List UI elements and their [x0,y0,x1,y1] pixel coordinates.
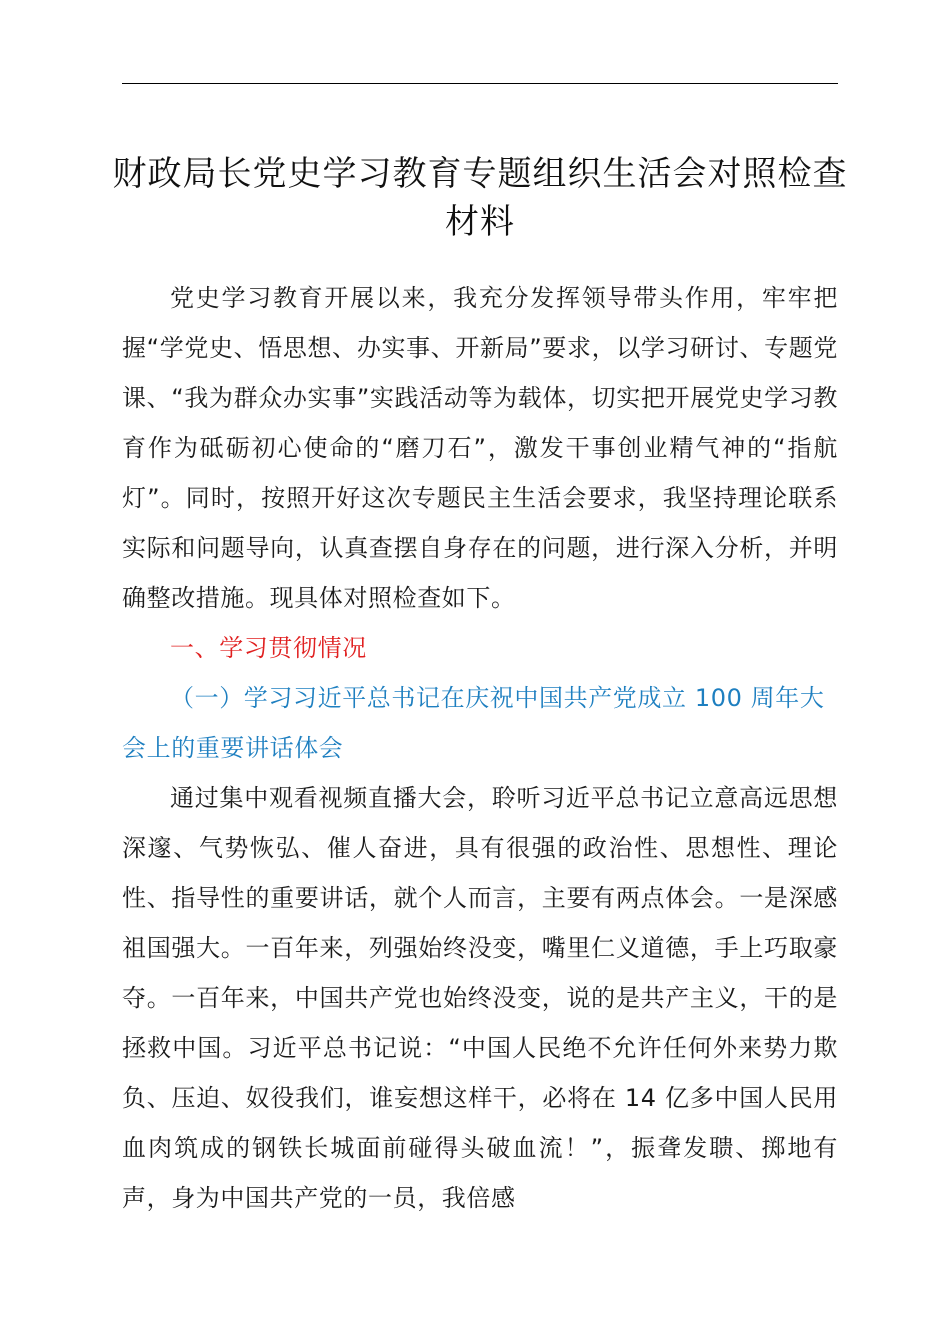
body-paragraph: 通过集中观看视频直播大会，聆听习近平总书记立意高远思想深邃、气势恢弘、催人奋进，具有很强的政治性、思想性、理论性、指导性的重要讲话，就个人而言，主要有两点体会。一是深感祖国强大。一百年来，列强始终没变，嘴里仁义道德，手上巧取豪夺。一百年来，中国共产党也始终没变，说的是共产主义，干的是拯救中国。习近平总书记说：“中国人民绝不允许任何外来势力欺负、压迫、奴役我们，谁妄想这样干，必将在 14 亿多中国人民用血肉筑成的钢铁长城面前碰得头破血流！”，振聋发聩、掷地有声，身为中国共产党的一员，我倍感 [122,784,838,1212]
intro-paragraph: 党史学习教育开展以来，我充分发挥领导带头作用，牢牢把握“学党史、悟思想、办实事、开新局”要求，以学习研讨、专题党课、“我为群众办实事”实践活动等为载体，切实把开展党史学习教育作为砥砺初心使命的“磨刀石”，激发干事创业精气神的“指航灯”。同时，按照开好这次专题民主生活会要求，我坚持理论联系实际和问题导向，认真查摆自身存在的问题，进行深入分析，并明确整改措施。现具体对照检查如下。 [122,284,838,612]
document-title: 财政局长党史学习教育专题组织生活会对照检查材料 [112,154,848,242]
header-rule [122,83,838,84]
document-body [122,273,838,1223]
subsection-heading: （一）学习习近平总书记在庆祝中国共产党成立 100 周年大会上的重要讲话体会 [122,684,825,762]
section-heading: 一、学习贯彻情况 [170,634,367,662]
